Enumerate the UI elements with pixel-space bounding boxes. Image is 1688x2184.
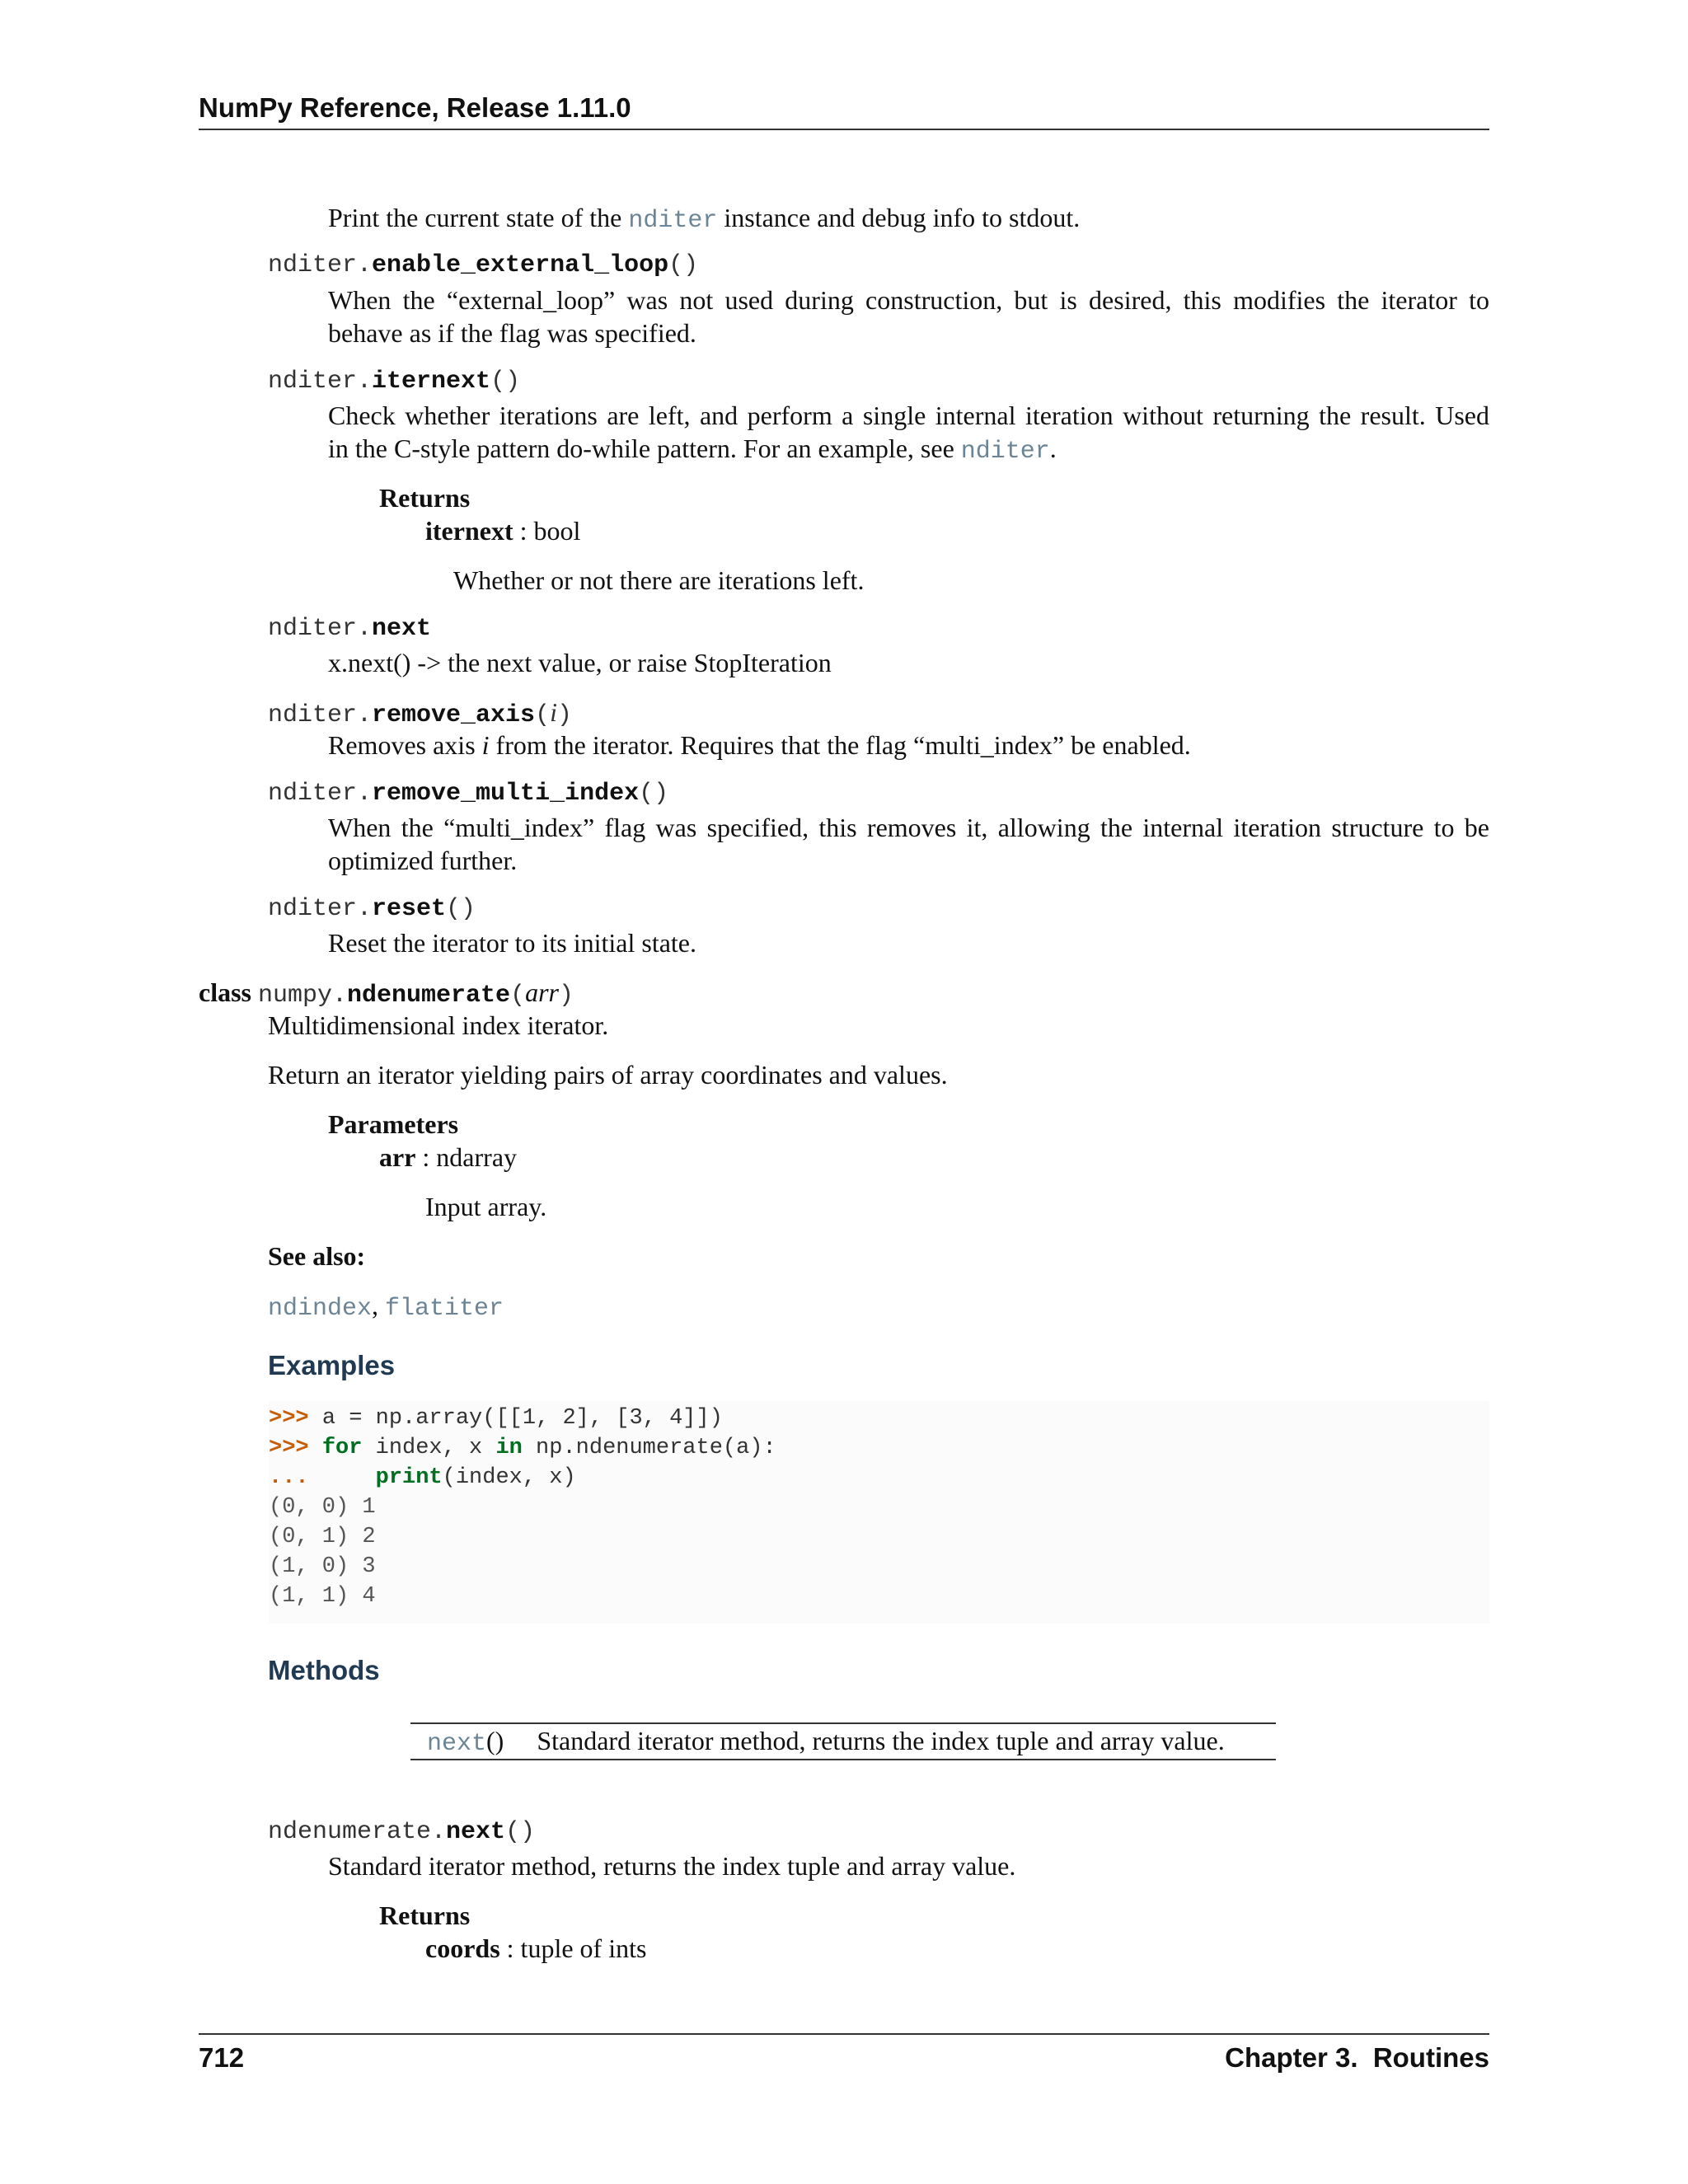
- code-output-2: (0, 1) 2: [269, 1525, 376, 1549]
- iternext-signature: nditer.iternext(): [268, 368, 521, 396]
- code-output-1: (0, 0) 1: [269, 1495, 376, 1520]
- see-also-links: ndindex, flatiter: [268, 1291, 504, 1323]
- code-line-3: ... print(index, x): [269, 1465, 576, 1490]
- example-code-block: [269, 1401, 1489, 1624]
- code-output-3: (1, 0) 3: [269, 1554, 376, 1579]
- iternext-desc-line1: Check whether iterations are left, and perform a single internal iteration without returning the result. Used: [328, 401, 1489, 430]
- iternext-return-item: iternext : bool: [425, 516, 581, 546]
- code-line-2: >>> for index, x in np.ndenumerate(a):: [269, 1436, 776, 1460]
- enable-external-loop-signature: nditer.enable_external_loop(): [268, 251, 699, 279]
- methods-heading: Methods: [268, 1655, 380, 1685]
- examples-heading: Examples: [268, 1350, 396, 1380]
- nditer-link[interactable]: nditer: [628, 207, 718, 235]
- param-arr: arr : ndarray: [379, 1142, 518, 1172]
- ndenumerate-desc2: Return an iterator yielding pairs of array coordinates and values.: [268, 1060, 948, 1090]
- ndenumerate-next-desc: Standard iterator method, returns the index tuple and array value.: [328, 1851, 1016, 1881]
- code-line-1: >>> a = np.array([[1, 2], [3, 4]]): [269, 1406, 723, 1431]
- next-method-link[interactable]: next: [427, 1730, 487, 1758]
- iternext-desc-line2: in the C-style pattern do-while pattern. For an example, see nditer.: [328, 434, 1057, 466]
- remove-multi-index-desc-line1: When the “multi_index” flag was specified, this removes it, allowing the internal iteration structure to be: [328, 813, 1489, 842]
- page-number: 712: [199, 2042, 245, 2073]
- running-header-title: NumPy Reference, Release 1.11.0: [199, 92, 631, 123]
- see-also-label: See also:: [268, 1241, 366, 1271]
- methods-table-row: next() Standard iterator method, returns the index tuple and array value.: [427, 1726, 1225, 1758]
- flatiter-link[interactable]: flatiter: [385, 1295, 504, 1323]
- header-rule: [199, 129, 1489, 130]
- footer-rule: [199, 2033, 1489, 2035]
- debug-print-description: Print the current state of the nditer instance and debug info to stdout.: [328, 203, 1081, 235]
- param-arr-desc: Input array.: [425, 1192, 547, 1221]
- nditer-next-signature: nditer.next: [268, 615, 432, 643]
- parameters-label: Parameters: [328, 1109, 459, 1139]
- enable-external-loop-desc-line2: behave as if the flag was specified.: [328, 318, 696, 348]
- reset-desc: Reset the iterator to its initial state.: [328, 928, 696, 958]
- methods-table: [410, 1722, 1276, 1760]
- remove-multi-index-signature: nditer.remove_multi_index(): [268, 780, 669, 808]
- chapter-label: Chapter 3. Routines: [1225, 2042, 1489, 2073]
- remove-axis-desc: Removes axis i from the iterator. Requires that the flag “multi_index” be enabled.: [328, 730, 1191, 760]
- iternext-return-desc: Whether or not there are iterations left.: [453, 565, 865, 595]
- reset-signature: nditer.reset(): [268, 895, 476, 923]
- ndenumerate-class-signature: class numpy.ndenumerate(arr): [199, 977, 574, 1010]
- ndenumerate-next-returns-label: Returns: [379, 1900, 471, 1930]
- code-output-4: (1, 1) 4: [269, 1584, 376, 1609]
- nditer-link[interactable]: nditer: [960, 438, 1050, 466]
- ndindex-link[interactable]: ndindex: [268, 1295, 373, 1323]
- enable-external-loop-desc-line1: When the “external_loop” was not used during construction, but is desired, this modifies the iterator to: [328, 285, 1489, 315]
- ndenumerate-next-return-item: coords : tuple of ints: [425, 1933, 647, 1963]
- ndenumerate-next-signature: ndenumerate.next(): [268, 1818, 536, 1846]
- next-method-desc: Standard iterator method, returns the index tuple and array value.: [537, 1726, 1225, 1755]
- remove-axis-signature: nditer.remove_axis(i): [268, 697, 572, 729]
- remove-multi-index-desc-line2: optimized further.: [328, 846, 518, 875]
- ndenumerate-desc1: Multidimensional index iterator.: [268, 1010, 609, 1040]
- nditer-next-desc: x.next() -> the next value, or raise StopIteration: [328, 648, 832, 677]
- iternext-returns-label: Returns: [379, 483, 471, 513]
